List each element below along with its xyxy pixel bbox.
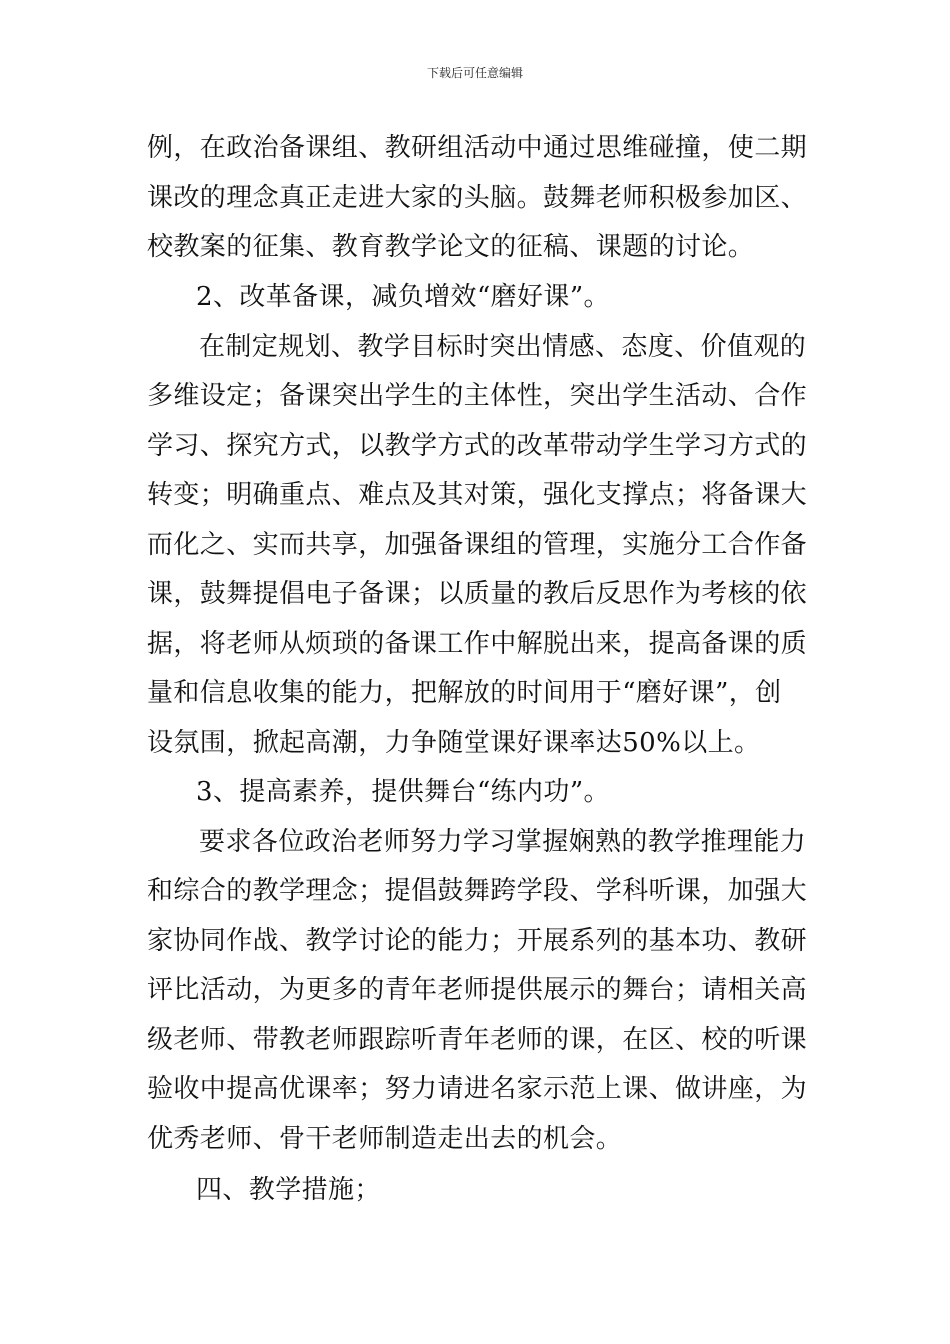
text-line: 3、提高素养，提供舞台“练内功”。 <box>196 777 610 807</box>
text-line: 级老师、带教老师跟踪听青年老师的课，在区、校的听课 <box>147 1025 808 1055</box>
page-header: 下载后可任意编辑 <box>426 66 523 80</box>
text-line: 转变；明确重点、难点及其对策，强化支撑点；将备课大 <box>147 480 808 510</box>
text-line: 课改的理念真正走进大家的头脑。鼓舞老师积极参加区、 <box>147 183 808 213</box>
text-line: 例，在政治备课组、教研组活动中通过思维碰撞，使二期 <box>147 133 808 163</box>
text-line: 四、教学措施； <box>196 1175 381 1205</box>
text-line: 和综合的教学理念；提倡鼓舞跨学段、学科听课，加强大 <box>147 876 808 906</box>
text-line: 验收中提高优课率；努力请进名家示范上课、做讲座，为 <box>147 1074 808 1104</box>
text-line: 2、改革备课，减负增效“磨好课”。 <box>196 282 610 312</box>
text-line: 设氛围，掀起高潮，力争随堂课好课率达50%以上。 <box>147 728 761 758</box>
text-line: 多维设定；备课突出学生的主体性，突出学生活动、合作 <box>147 381 808 411</box>
text-line: 据，将老师从烦琐的备课工作中解脱出来，提高备课的质 <box>147 629 808 659</box>
text-line: 评比活动，为更多的青年老师提供展示的舞台；请相关高 <box>147 975 808 1005</box>
text-line: 而化之、实而共享，加强备课组的管理，实施分工合作备 <box>147 530 808 560</box>
text-line: 校教案的征集、教育教学论文的征稿、课题的讨论。 <box>147 232 755 262</box>
text-line: 要求各位政治老师努力学习掌握娴熟的教学推理能力 <box>199 827 807 857</box>
text-line: 课，鼓舞提倡电子备课；以质量的教后反思作为考核的依 <box>147 579 808 609</box>
text-line: 学习、探究方式，以教学方式的改革带动学生学习方式的 <box>147 431 808 461</box>
text-line: 在制定规划、教学目标时突出情感、态度、价值观的 <box>199 332 807 362</box>
text-line: 家协同作战、教学讨论的能力；开展系列的基本功、教研 <box>147 926 808 956</box>
text-line: 量和信息收集的能力，把解放的时间用于“磨好课”，创 <box>147 678 782 708</box>
text-line: 优秀老师、骨干老师制造走出去的机会。 <box>147 1124 623 1154</box>
